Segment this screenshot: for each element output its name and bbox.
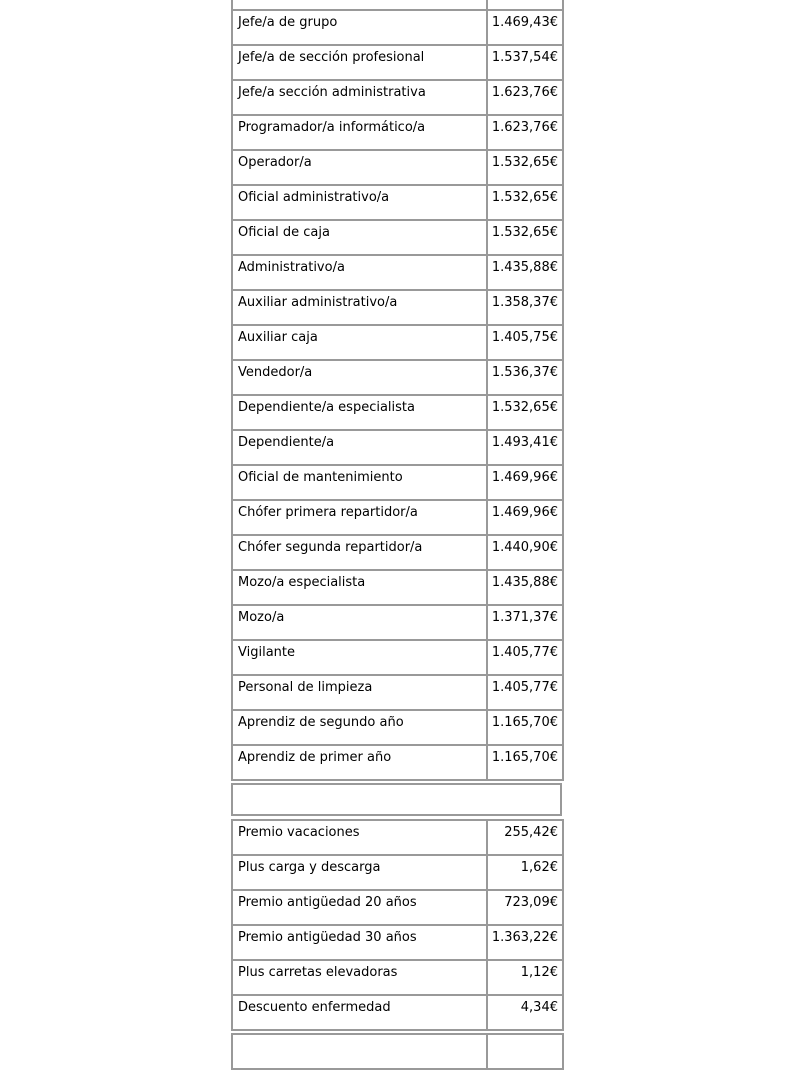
table-row	[232, 535, 563, 570]
content-column	[231, 0, 562, 1070]
table-row	[232, 570, 563, 605]
table-row	[232, 80, 563, 115]
job-title-cell: Dependiente/a	[232, 430, 487, 465]
job-title-cell: Vendedor/a	[232, 360, 487, 395]
table-row	[232, 45, 563, 80]
job-title-cell: Jefe/a de grupo	[232, 10, 487, 45]
salary-value-cell: 1.469,43€	[487, 10, 563, 45]
table-row	[232, 640, 563, 675]
job-title-cell: Vigilante	[232, 640, 487, 675]
salary-value-cell: 1.532,65€	[487, 150, 563, 185]
table-row	[232, 395, 563, 430]
separator-cell	[232, 784, 561, 815]
salary-value-cell: 1.469,96€	[487, 500, 563, 535]
table-row	[232, 855, 563, 890]
table-row	[232, 255, 563, 290]
extra-value-cell: 1.363,22€	[487, 925, 563, 960]
table-row	[232, 185, 563, 220]
table-row	[232, 430, 563, 465]
extra-value-cell: 723,09€	[487, 890, 563, 925]
salary-value-cell: 1.435,88€	[487, 255, 563, 290]
salary-value-cell: 1.371,37€	[487, 605, 563, 640]
clipped-cell	[487, 1034, 563, 1069]
salary-value-cell: 1.532,65€	[487, 185, 563, 220]
salary-value-cell: 1.165,70€	[487, 710, 563, 745]
job-title-cell: Oficial de mantenimiento	[232, 465, 487, 500]
separator-row	[231, 783, 562, 816]
salary-value-cell: 1.623,76€	[487, 80, 563, 115]
table-row	[232, 710, 563, 745]
salary-value-cell: 1.493,41€	[487, 430, 563, 465]
table-row	[232, 10, 563, 45]
job-title-cell: Aprendiz de segundo año	[232, 710, 487, 745]
extra-label-cell: Descuento enfermedad	[232, 995, 487, 1030]
table-row	[232, 115, 563, 150]
salary-value-cell: 1.532,65€	[487, 395, 563, 430]
extra-label-cell: Premio antigüedad 30 años	[232, 925, 487, 960]
job-title-cell: Operador/a	[232, 150, 487, 185]
salary-value-cell: 1.532,65€	[487, 220, 563, 255]
extra-label-cell: Plus carretas elevadoras	[232, 960, 487, 995]
table-row	[232, 325, 563, 360]
table-row	[232, 925, 563, 960]
clipped-cell	[232, 1034, 487, 1069]
table-row	[232, 465, 563, 500]
job-title-cell: Oficial de caja	[232, 220, 487, 255]
table-row	[232, 995, 563, 1030]
salary-value-cell: 1.537,54€	[487, 45, 563, 80]
job-title-cell: Aprendiz de primer año	[232, 745, 487, 780]
clipped-bottom-table	[231, 1033, 564, 1070]
job-title-cell: Auxiliar administrativo/a	[232, 290, 487, 325]
clipped-cell	[232, 0, 487, 10]
table-row	[232, 360, 563, 395]
table-row	[232, 890, 563, 925]
salary-value-cell: 1.405,75€	[487, 325, 563, 360]
job-title-cell: Mozo/a especialista	[232, 570, 487, 605]
salary-value-cell: 1.536,37€	[487, 360, 563, 395]
job-title-cell: Auxiliar caja	[232, 325, 487, 360]
separator-row-inner	[232, 784, 561, 815]
job-title-cell: Oficial administrativo/a	[232, 185, 487, 220]
table-row	[232, 745, 563, 780]
salary-value-cell: 1.623,76€	[487, 115, 563, 150]
extra-label-cell: Premio antigüedad 20 años	[232, 890, 487, 925]
clipped-cell	[487, 0, 563, 10]
salary-value-cell: 1.405,77€	[487, 675, 563, 710]
job-title-cell: Personal de limpieza	[232, 675, 487, 710]
table-row	[232, 960, 563, 995]
salary-value-cell: 1.440,90€	[487, 535, 563, 570]
table-row	[232, 675, 563, 710]
table-row	[232, 605, 563, 640]
job-title-cell: Jefe/a sección administrativa	[232, 80, 487, 115]
salary-table	[231, 0, 564, 781]
job-title-cell: Programador/a informático/a	[232, 115, 487, 150]
clipped-row-bottom	[232, 1034, 563, 1069]
salary-value-cell: 1.165,70€	[487, 745, 563, 780]
extra-value-cell: 4,34€	[487, 995, 563, 1030]
job-title-cell: Mozo/a	[232, 605, 487, 640]
table-row	[232, 290, 563, 325]
job-title-cell: Chófer primera repartidor/a	[232, 500, 487, 535]
table-row	[232, 820, 563, 855]
extra-value-cell: 1,12€	[487, 960, 563, 995]
salary-value-cell: 1.469,96€	[487, 465, 563, 500]
extras-table	[231, 819, 564, 1031]
salary-value-cell: 1.405,77€	[487, 640, 563, 675]
extra-value-cell: 1,62€	[487, 855, 563, 890]
salary-value-cell: 1.358,37€	[487, 290, 563, 325]
extra-value-cell: 255,42€	[487, 820, 563, 855]
extra-label-cell: Plus carga y descarga	[232, 855, 487, 890]
extra-label-cell: Premio vacaciones	[232, 820, 487, 855]
table-row	[232, 500, 563, 535]
table-row	[232, 150, 563, 185]
job-title-cell: Dependiente/a especialista	[232, 395, 487, 430]
job-title-cell: Jefe/a de sección profesional	[232, 45, 487, 80]
clipped-row-top	[232, 0, 563, 10]
salary-value-cell: 1.435,88€	[487, 570, 563, 605]
table-row	[232, 220, 563, 255]
job-title-cell: Administrativo/a	[232, 255, 487, 290]
job-title-cell: Chófer segunda repartidor/a	[232, 535, 487, 570]
